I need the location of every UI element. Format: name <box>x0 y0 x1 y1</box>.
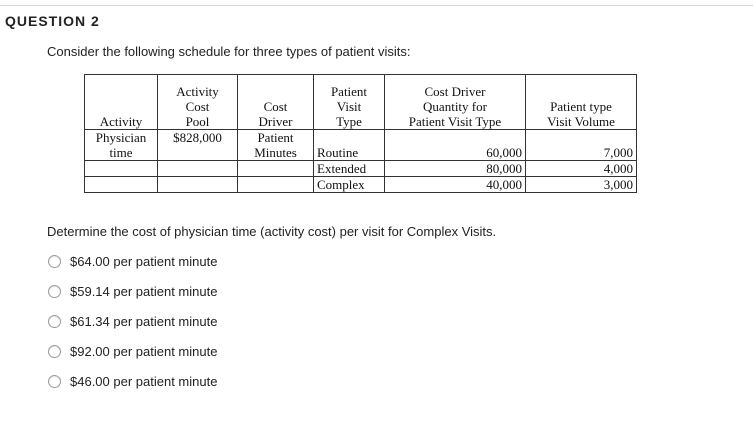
header-activity: Activity <box>85 75 158 130</box>
cell-visit-type: Extended <box>314 161 385 177</box>
cell-quantity: 80,000 <box>385 161 526 177</box>
answer-label: $64.00 per patient minute <box>70 254 218 269</box>
cell-empty <box>158 161 238 177</box>
cell-empty <box>238 161 314 177</box>
cell-volume: 7,000 <box>526 145 637 161</box>
header-activity-cost-pool: Activity Cost Pool <box>158 75 238 130</box>
cell-activity-line1: Physician <box>85 130 158 146</box>
cell-cost-pool: $828,000 <box>158 130 238 146</box>
cell-empty <box>158 177 238 193</box>
cell-quantity: 40,000 <box>385 177 526 193</box>
cell-volume: 3,000 <box>526 177 637 193</box>
header-patient-type-volume: Patient type Visit Volume <box>526 75 637 130</box>
cell-visit-type: Complex <box>314 177 385 193</box>
question-prompt: Consider the following schedule for three types of patient visits: <box>47 44 411 59</box>
answer-label: $46.00 per patient minute <box>70 374 218 389</box>
cell-visit-type: Routine <box>314 145 385 161</box>
radio-button[interactable] <box>48 315 61 328</box>
radio-button[interactable] <box>48 285 61 298</box>
answer-label: $59.14 per patient minute <box>70 284 218 299</box>
header-patient-visit-type: Patient Visit Type <box>314 75 385 130</box>
table-row <box>85 145 637 161</box>
answer-label: $61.34 per patient minute <box>70 314 218 329</box>
answer-option-3[interactable] <box>48 314 217 329</box>
cell-quantity: 60,000 <box>385 145 526 161</box>
question-text: Determine the cost of physician time (activity cost) per visit for Complex Visits. <box>47 224 497 239</box>
table-row <box>85 161 637 177</box>
question-title: QUESTION 2 <box>5 13 100 29</box>
cell-driver-line1: Patient <box>238 130 314 146</box>
radio-button[interactable] <box>48 255 61 268</box>
cell-empty <box>314 130 385 146</box>
cell-driver-line2: Minutes <box>238 145 314 161</box>
cell-empty <box>385 130 526 146</box>
schedule-table <box>84 74 637 193</box>
top-divider <box>0 5 753 6</box>
cell-empty <box>158 145 238 161</box>
cell-activity-line2: time <box>85 145 158 161</box>
answer-option-4[interactable] <box>48 344 217 359</box>
answer-option-5[interactable] <box>48 374 217 389</box>
header-cost-driver-quantity: Cost Driver Quantity for Patient Visit Type <box>385 75 526 130</box>
radio-button[interactable] <box>48 375 61 388</box>
cell-empty <box>238 177 314 193</box>
cell-empty <box>526 130 637 146</box>
cell-empty <box>85 161 158 177</box>
answer-option-1[interactable] <box>48 254 217 269</box>
table-row <box>85 130 637 146</box>
answer-label: $92.00 per patient minute <box>70 344 218 359</box>
answer-option-2[interactable] <box>48 284 217 299</box>
table-header-row <box>85 75 637 130</box>
cell-volume: 4,000 <box>526 161 637 177</box>
header-cost-driver: Cost Driver <box>238 75 314 130</box>
cell-empty <box>85 177 158 193</box>
table-row <box>85 177 637 193</box>
radio-button[interactable] <box>48 345 61 358</box>
